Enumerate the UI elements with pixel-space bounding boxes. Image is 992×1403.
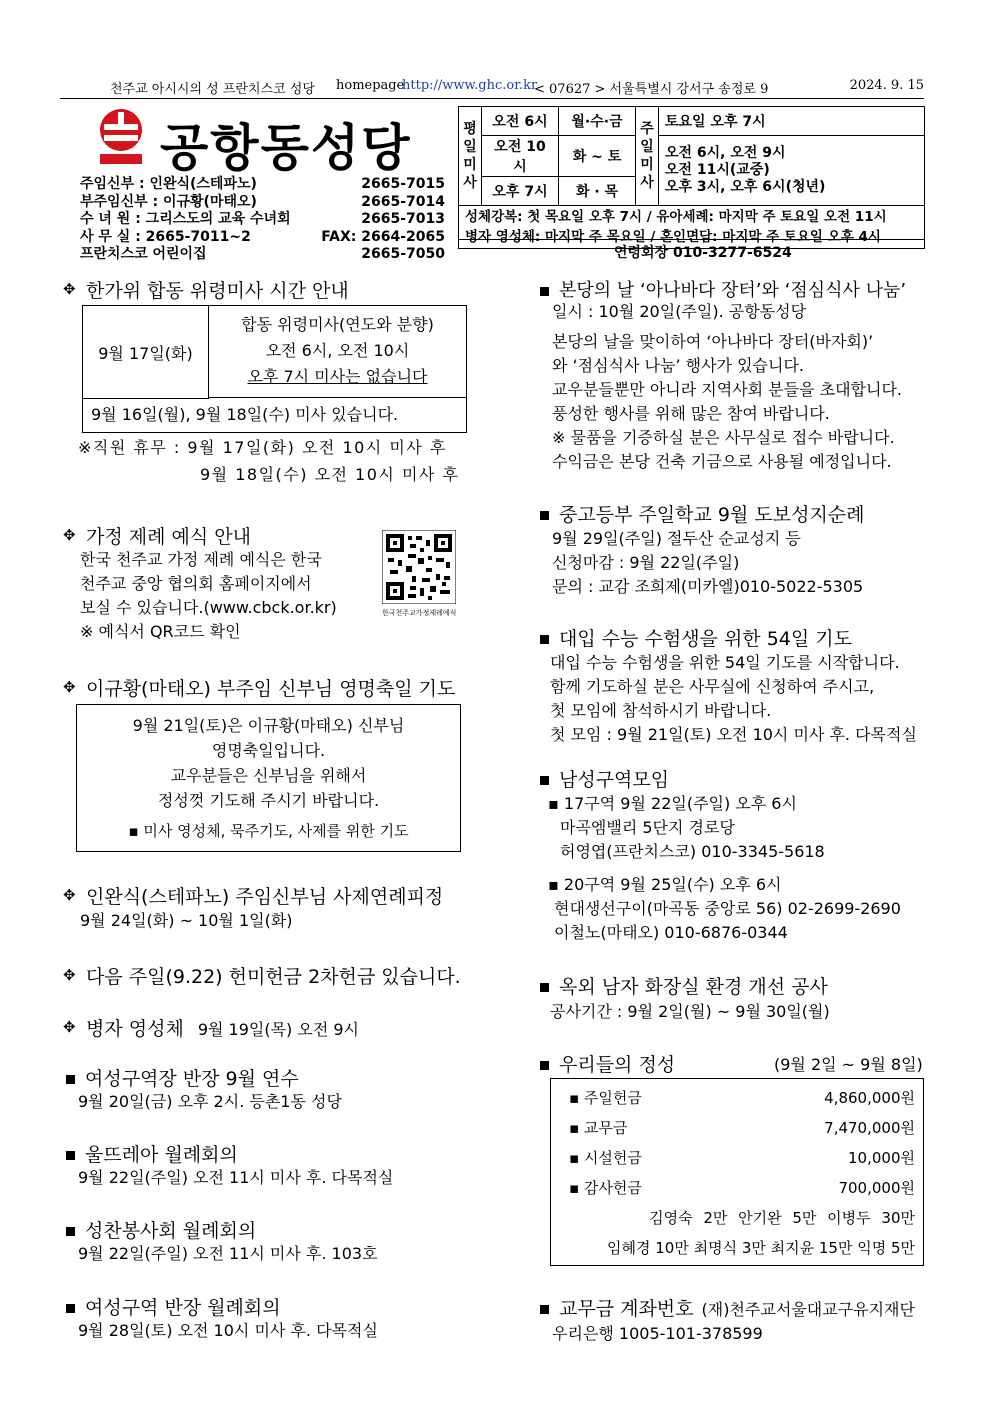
bank-account: 우리은행 1005-101-378599: [552, 1324, 763, 1343]
staff-row: 프란치스코 어린이집 2665-7050: [80, 246, 445, 262]
women-leaders-detail: 9월 28일(토) 오전 10시 미사 후. 다목적실: [78, 1321, 378, 1340]
bullet-icon: [540, 1061, 549, 1070]
section-choir: 성찬봉사회 월례회의: [66, 1216, 256, 1243]
staff-row: 사 무 실 : 2665-7011~2 FAX: 2664-2065: [80, 228, 445, 245]
mass-schedule: [458, 106, 925, 245]
page-title: 공항동성당: [160, 119, 412, 177]
section-sick-communion: ✥병자 영성체 9월 19일(목) 오전 9시: [64, 1014, 359, 1041]
bullet-icon: [540, 1305, 549, 1314]
section-exam-prayer: 대입 수능 수험생을 위한 54일 기도: [540, 624, 852, 651]
bullet-icon: [540, 287, 549, 296]
list-item: ▪ 시설헌금 10,000원: [569, 1149, 915, 1167]
sacrament-notes: 성체강복: 첫 목요일 오후 7시 / 유아세례: 마지막 주 토요일 오전 11시 병자 영성체: 마지막 주 목요일 / 혼인면담: 마지막 주 토요일 오후 4시: [459, 206, 925, 249]
bullet-icon: [64, 683, 78, 697]
mass-days: 화 · 목: [559, 177, 636, 206]
section-men-district: 남성구역모임: [540, 765, 669, 792]
sunday-mass-label: 주 일 미 사: [636, 107, 659, 206]
staff-leave-2: 9월 18일(수) 오전 10시 미사 후: [200, 465, 460, 484]
parish-name: 천주교 아시시의 성 프란치스코 성당: [110, 82, 315, 97]
feast-text: 9월 21일(토)은 이규황(마태오) 신부님 영명축일입니다. 교우분들은 신부님을 위해서 정성껏 기도해 주시기 바랍니다. ▪ 미사 영성체, 묵주기도, 사제를 위한 기도: [128, 716, 409, 840]
section-retreat: ✥인완식(스테파노) 주임신부님 사제연례피정: [64, 882, 443, 909]
section-women-leaders: 여성구역 반장 월례회의: [66, 1293, 281, 1320]
bullet-icon: [64, 971, 78, 985]
bullet-icon: [66, 1227, 75, 1236]
section-second-collection: ✥다음 주일(9.22) 헌미헌금 2차헌금 있습니다.: [64, 962, 461, 989]
bullet-icon: [64, 1023, 78, 1037]
list-item: ▪ 교무금 7,470,000원: [569, 1119, 915, 1137]
section-memorial-rite: ✥가정 제례 예식 안내: [64, 522, 251, 549]
retreat-dates: 9월 24일(화) ~ 10월 1일(화): [80, 911, 293, 930]
weekday-mass-label: 평 일 미 사: [459, 107, 482, 206]
donors-2: 임혜경 10만 최명식 3만 최지윤 15만 익명 5만: [607, 1239, 915, 1257]
bullet-icon: [66, 1151, 75, 1160]
staff-leave-1: ※직원 휴무 : 9월 17일(화) 오전 10시 미사 후: [78, 438, 447, 457]
chuseok-note: 9월 16일(월), 9월 18일(수) 미사 있습니다.: [91, 405, 399, 424]
parish-day-text: 일시 : 10월 20일(주일). 공항동성당 본당의 날을 맞이하여 ‘아나바다 장터(바자회)’ 와 ‘점심식사 나눔’ 행사가 있습니다. 교우분들뿐만 아니라 지역사회 분들을 초대합니다. 풍성한 행사를 위해 많은 참여 바랍니다. ※ 물품을 기증하실 분은 사무실로 접수 바랍니다. 수익금은 본당 건축 기금으로 사용될 예정입니다.: [552, 302, 903, 471]
section-ultreya: 울뜨레아 월례회의: [66, 1140, 238, 1167]
mass-time: 오후 7시: [482, 177, 559, 206]
section-chuseok: ✥한가위 합동 위령미사 시간 안내: [64, 276, 349, 303]
section-feast-prayer: ✥이규황(마태오) 부주임 신부님 영명축일 기도: [64, 674, 455, 701]
funeral-contact: 연령회장 010-3277-6524: [614, 245, 792, 261]
list-item: ▪ 주일헌금 4,860,000원: [569, 1089, 915, 1107]
ultreya-detail: 9월 22일(주일) 오전 11시 미사 후. 다목적실: [78, 1168, 394, 1187]
choir-detail: 9월 22일(주일) 오전 11시 미사 후. 103호: [78, 1244, 378, 1263]
bullet-icon: [66, 1075, 75, 1084]
bullet-icon: [64, 285, 78, 299]
offerings-list: [569, 1083, 915, 1203]
section-pilgrimage: 중고등부 주일학교 9월 도보성지순례: [540, 500, 865, 527]
qr-code-icon[interactable]: [382, 530, 456, 618]
sunday-saturday: 토요일 오후 7시: [659, 107, 925, 136]
divider: [60, 98, 924, 99]
feast-box: [76, 704, 461, 852]
staff-list: [80, 176, 445, 264]
section-restroom: 옥외 남자 화장실 환경 개선 공사: [540, 972, 828, 999]
list-item: ▪ 감사헌금 700,000원: [569, 1179, 915, 1197]
mass-days: 월·수·금: [559, 107, 636, 136]
chuseok-details: 합동 위령미사(연도와 분향) 오전 6시, 오전 10시 오후 7시 미사는 없습니다: [209, 306, 466, 398]
sunday-times: 오전 6시, 오전 9시 오전 11시(교중) 오후 3시, 오후 6시(청년): [659, 136, 925, 206]
women-training-detail: 9월 20일(금) 오후 2시. 등촌1동 성당: [78, 1092, 342, 1111]
mass-days: 화 ~ 토: [559, 136, 636, 177]
chuseok-box: [82, 305, 467, 433]
memorial-rite-text: 한국 천주교 가정 제례 예식은 한국 천주교 중앙 협의회 홈페이지에서 보실 수 있습니다.(www.cbck.or.kr) ※ 예식서 QR코드 확인: [80, 550, 337, 641]
bullet-icon: [540, 776, 549, 785]
mass-time: 오전 10시: [482, 136, 559, 177]
bullet-icon: [64, 891, 78, 905]
section-offerings: 우리들의 정성: [540, 1050, 675, 1077]
bullet-icon: [540, 983, 549, 992]
donors-1: 김영숙 2만 안기완 5만 이병두 30만: [649, 1209, 915, 1227]
staff-row: 주임신부 : 인완식(스테파노) 2665-7015: [80, 176, 445, 192]
restroom-period: 공사기간 : 9월 2일(월) ~ 9월 30일(월): [550, 1002, 830, 1021]
bullet-icon: [540, 635, 549, 644]
bullet-icon: [64, 531, 78, 545]
section-account: 교무금 계좌번호 (재)천주교서울대교구유지재단: [540, 1294, 915, 1321]
parish-logo-icon: [96, 108, 146, 166]
offerings-box: [550, 1078, 924, 1266]
staff-row: 수 녀 원 : 그리스도의 교육 수녀회 2665-7013: [80, 211, 445, 227]
section-parish-day: 본당의 날 ‘아나바다 장터’와 ‘점심식사 나눔’: [540, 276, 906, 302]
issue-date: 2024. 9. 15: [849, 78, 924, 93]
offerings-period: (9월 2일 ~ 9월 8일): [774, 1055, 923, 1074]
bullet-icon: [540, 511, 549, 520]
homepage-label: homepage: [336, 78, 405, 93]
men-district-17: ▪ 17구역 9월 22일(주일) 오후 6시 마곡엠밸리 5단지 경로당 허영엽(프란치스코) 010-3345-5618: [548, 794, 825, 861]
staff-row: 부주임신부 : 이규황(마태오) 2665-7014: [80, 193, 445, 210]
chuseok-date: 9월 17일(화): [83, 306, 209, 399]
address: < 07627 > 서울특별시 강서구 송정로 9: [534, 82, 769, 97]
exam-prayer-text: 대입 수능 수험생을 위한 54일 기도를 시작합니다. 함께 기도하실 분은 사무실에 신청하여 주시고, 첫 모임에 참석하시기 바랍니다. 첫 모임 : 9월 21일(토) 오전 10시 미사 후. 다목적실: [550, 653, 917, 744]
pilgrimage-text: 9월 29일(주일) 절두산 순교성지 등 신청마감 : 9월 22일(주일) 문의 : 교감 조희제(미카엘)010-5022-5305: [552, 529, 864, 596]
bullet-icon: [66, 1304, 75, 1313]
homepage-link[interactable]: http://www.ghc.or.kr: [402, 78, 538, 93]
men-district-20: ▪ 20구역 9월 25일(수) 오후 6시 현대생선구이(마곡동 중앙로 56) 02-2699-2690 이철노(마태오) 010-6876-0344: [548, 875, 901, 942]
qr-caption: 한국천주교가정제례예식: [382, 609, 457, 617]
mass-time: 오전 6시: [482, 107, 559, 136]
section-women-training: 여성구역장 반장 9월 연수: [66, 1064, 299, 1091]
